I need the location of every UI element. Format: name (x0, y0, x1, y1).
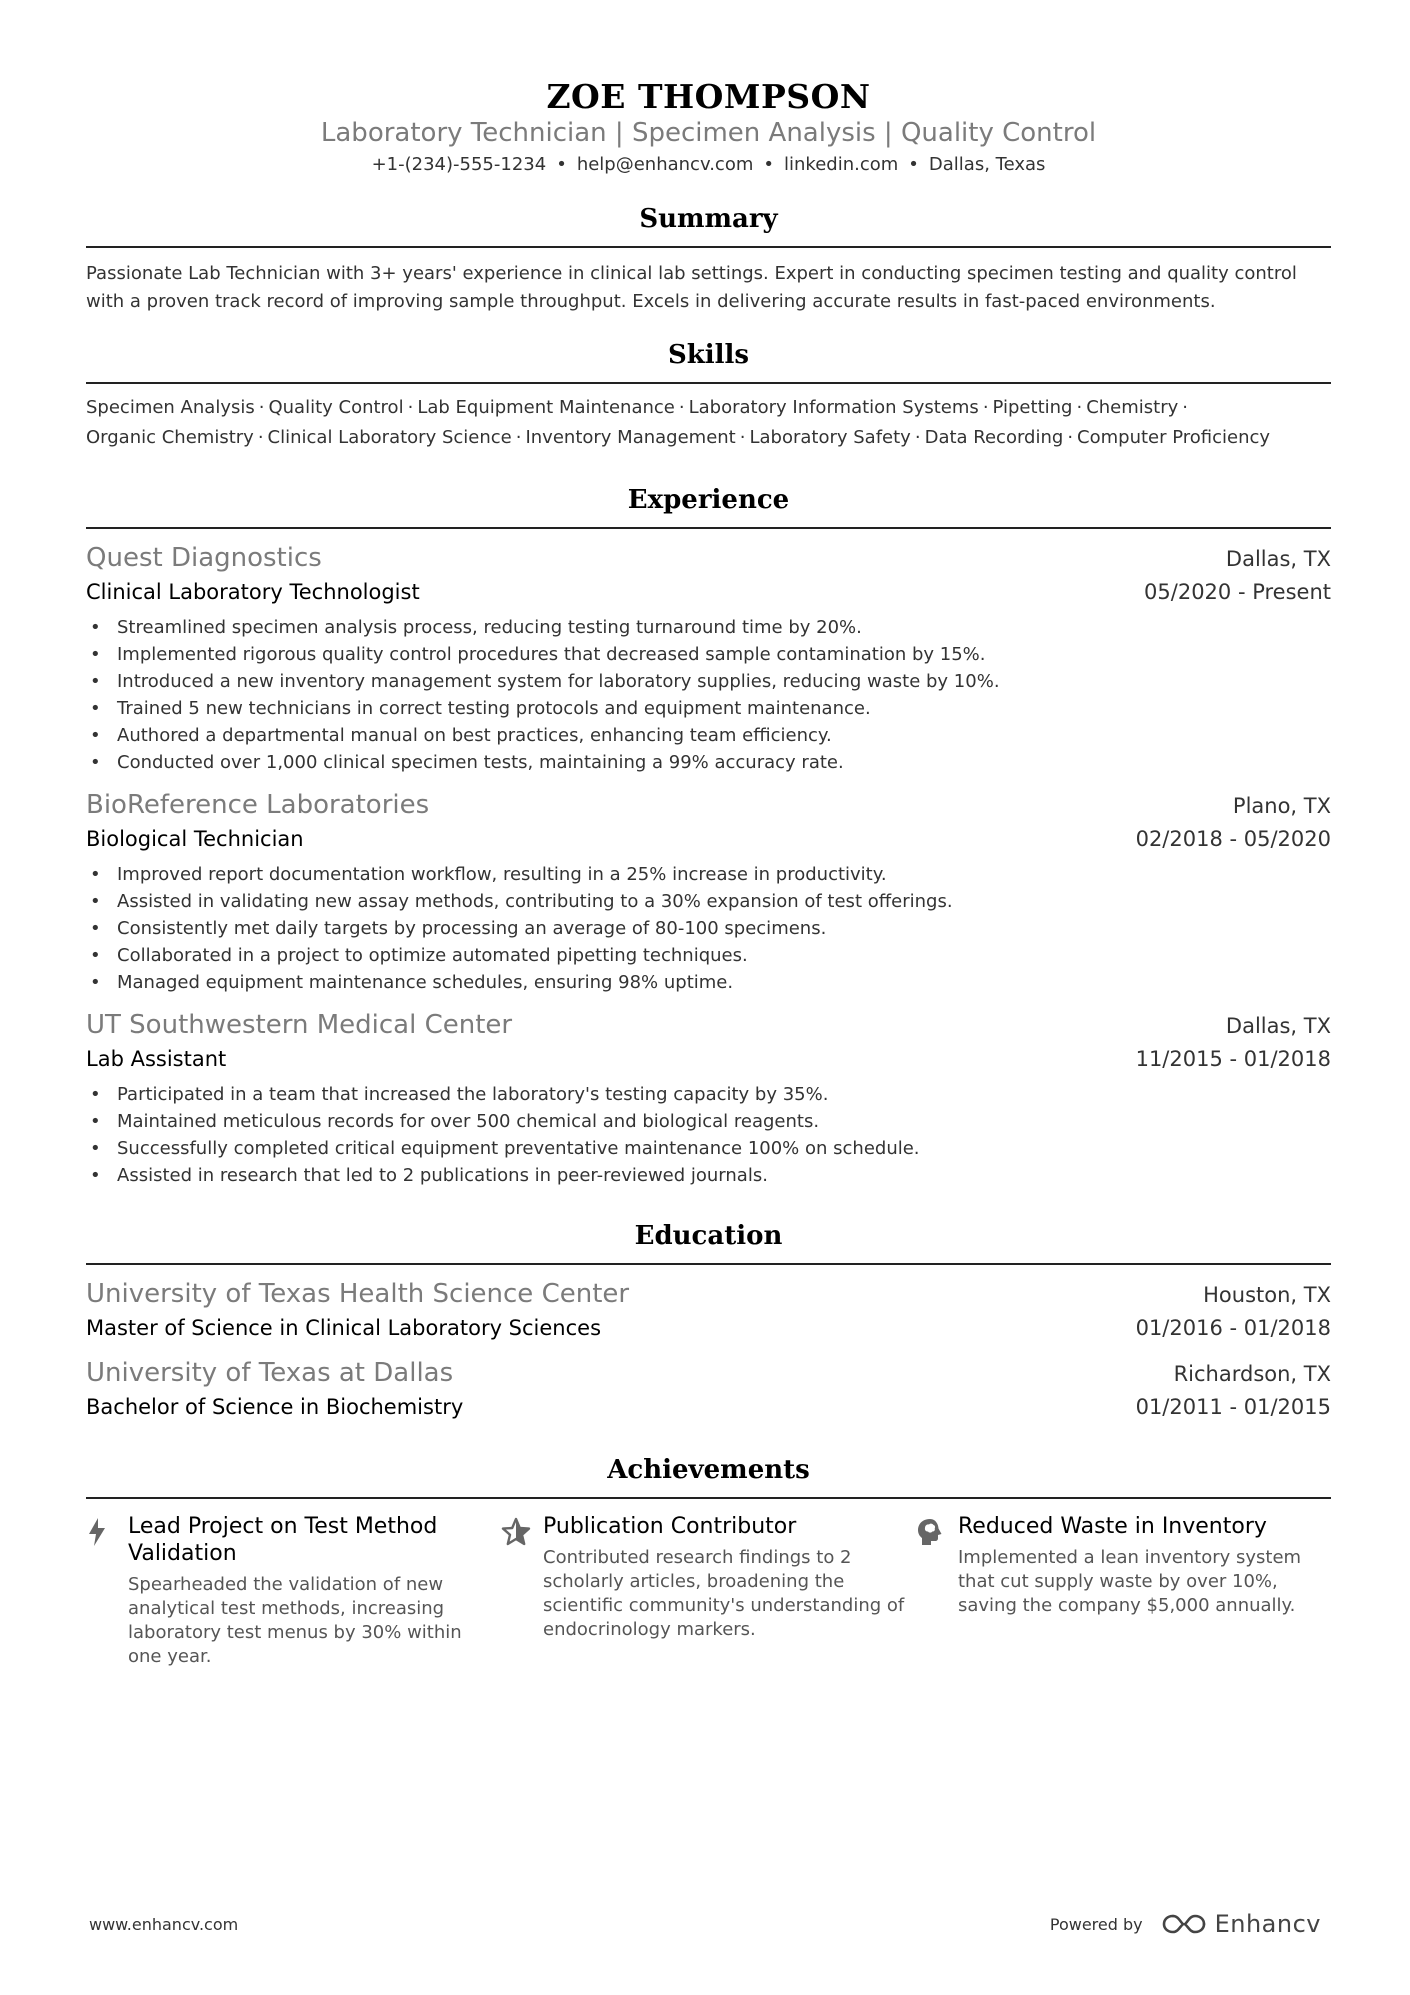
achievement-description: Spearheaded the validation of new analytical test methods, increasing laboratory test menus by 30% within one year. (128, 1574, 462, 1667)
section-title-experience: Experience (86, 483, 1331, 529)
brand-name: Enhancv (1214, 1910, 1321, 1938)
skill-item: Computer Proficiency (1077, 427, 1271, 448)
education-entry (86, 1356, 1331, 1423)
brain-icon (916, 1513, 958, 1669)
achievement-item (86, 1513, 501, 1669)
job-bullets (86, 861, 1331, 996)
job-bullet: • Participated in a team that increased the laboratory's testing capacity by 35%. (86, 1081, 1331, 1108)
job-bullet: • Conducted over 1,000 clinical specimen tests, maintaining a 99% accuracy rate. (86, 749, 1331, 776)
contact-location: Dallas, Texas (928, 154, 1046, 175)
education-degree: Master of Science in Clinical Laboratory Sciences (86, 1316, 602, 1340)
job-location: Dallas, TX (1225, 547, 1331, 571)
contact-linkedin: linkedin.com (784, 154, 899, 175)
education-dates: 01/2011 - 01/2015 (1135, 1395, 1331, 1419)
skill-item: Pipetting (992, 397, 1073, 418)
education-location: Richardson, TX (1173, 1362, 1331, 1386)
contact-phone: +1-(234)-555-1234 (371, 154, 547, 175)
job-bullet: • Maintained meticulous records for over 500 chemical and biological reagents. (86, 1108, 1331, 1135)
job-location: Plano, TX (1232, 794, 1331, 818)
skill-item: Organic Chemistry (86, 427, 254, 448)
enhancv-logo[interactable] (1161, 1910, 1321, 1938)
job-bullet: • Improved report documentation workflow, resulting in a 25% increase in productivity. (86, 861, 1331, 888)
education-dates: 01/2016 - 01/2018 (1135, 1316, 1331, 1340)
footer-website-link[interactable]: www.enhancv.com (89, 1914, 239, 1934)
skill-item: Laboratory Information Systems (688, 397, 979, 418)
job-bullet: • Collaborated in a project to optimize automated pipetting techniques. (86, 942, 1331, 969)
job-company: Quest Diagnostics (86, 543, 322, 573)
resume-header (86, 0, 1331, 178)
section-title-skills: Skills (86, 338, 1331, 384)
skills-line: Organic Chemistry · Clinical Laboratory Science · Inventory Management · Laboratory Safety · Data Recording · Computer Proficiency (86, 427, 1271, 448)
job-bullet: • Trained 5 new technicians in correct testing protocols and equipment maintenance. (86, 695, 1331, 722)
job-bullet: • Assisted in validating new assay methods, contributing to a 30% expansion of test offerings. (86, 888, 1331, 915)
skills-section (86, 338, 1331, 453)
experience-section (86, 483, 1331, 1189)
education-section (86, 1219, 1331, 1423)
skill-item: Clinical Laboratory Science (267, 427, 512, 448)
achievements-grid (86, 1513, 1331, 1669)
skill-item: Chemistry (1086, 397, 1179, 418)
job-bullet: • Authored a departmental manual on best practices, enhancing team efficiency. (86, 722, 1331, 749)
education-location: Houston, TX (1203, 1283, 1331, 1307)
job-company: UT Southwestern Medical Center (86, 1010, 513, 1040)
achievements-section (86, 1453, 1331, 1669)
star-icon (501, 1513, 543, 1669)
skills-line: Specimen Analysis · Quality Control · Lab Equipment Maintenance · Laboratory Information Systems · Pipetting · Chemistry · (86, 397, 1189, 418)
infinity-logo-icon (1161, 1912, 1207, 1936)
skill-item: Specimen Analysis (86, 397, 255, 418)
job-entry (86, 541, 1331, 776)
education-school: University of Texas at Dallas (86, 1358, 454, 1388)
summary-section (86, 202, 1331, 316)
separator-dot: • (763, 154, 774, 175)
separator-dot: • (908, 154, 919, 175)
skill-item: Data Recording (924, 427, 1064, 448)
job-bullet: • Assisted in research that led to 2 publications in peer-reviewed journals. (86, 1162, 1331, 1189)
contact-email: help@enhancv.com (576, 154, 754, 175)
section-title-summary: Summary (86, 202, 1331, 248)
candidate-headline: Laboratory Technician | Specimen Analysis | Quality Control (320, 118, 1097, 148)
education-entry (86, 1277, 1331, 1344)
job-bullet: • Consistently met daily targets by processing an average of 80-100 specimens. (86, 915, 1331, 942)
summary-text: Passionate Lab Technician with 3+ years' experience in clinical lab settings. Expert in conducting specimen testing and quality control with a proven track record of improving sample throughput. Excels in delivering accurate results in fast-paced environments. (86, 263, 1297, 312)
achievement-title: Publication Contributor (543, 1514, 797, 1539)
job-company: BioReference Laboratories (86, 790, 430, 820)
powered-by (1050, 1910, 1321, 1938)
skill-item: Laboratory Safety (749, 427, 911, 448)
job-role: Biological Technician (86, 827, 304, 851)
achievement-description: Implemented a lean inventory system that cut supply waste by over 10%, saving the company $5,000 annually. (958, 1547, 1302, 1616)
powered-by-label: Powered by (1049, 1914, 1143, 1934)
skill-item: Quality Control (268, 397, 404, 418)
achievement-title: Lead Project on Test Method Validation (128, 1514, 438, 1566)
contact-line (86, 152, 1331, 178)
skill-item: Lab Equipment Maintenance (417, 397, 675, 418)
achievement-title: Reduced Waste in Inventory (958, 1514, 1267, 1539)
job-bullets (86, 614, 1331, 776)
job-bullet: • Managed equipment maintenance schedules, ensuring 98% uptime. (86, 969, 1331, 996)
job-bullet: • Successfully completed critical equipment preventative maintenance 100% on schedule. (86, 1135, 1331, 1162)
job-dates: 02/2018 - 05/2020 (1135, 827, 1331, 851)
skills-list (86, 393, 1331, 453)
achievement-item (916, 1513, 1331, 1669)
job-bullets (86, 1081, 1331, 1189)
resume-page (86, 0, 1331, 1669)
section-title-education: Education (86, 1219, 1331, 1265)
achievement-description: Contributed research findings to 2 scholarly articles, broadening the scientific community's understanding of endocrinology markers. (543, 1547, 905, 1640)
skill-item: Inventory Management (525, 427, 736, 448)
candidate-name: ZOE THOMPSON (546, 77, 871, 116)
section-title-achievements: Achievements (86, 1453, 1331, 1499)
job-bullet: • Introduced a new inventory management system for laboratory supplies, reducing waste by 10%. (86, 668, 1331, 695)
job-dates: 11/2015 - 01/2018 (1135, 1047, 1331, 1071)
separator-dot: • (556, 154, 567, 175)
job-role: Lab Assistant (86, 1047, 227, 1071)
job-role: Clinical Laboratory Technologist (86, 580, 420, 604)
job-bullet: • Streamlined specimen analysis process, reducing testing turnaround time by 20%. (86, 614, 1331, 641)
job-bullet: • Implemented rigorous quality control procedures that decreased sample contamination by 15%. (86, 641, 1331, 668)
education-degree: Bachelor of Science in Biochemistry (86, 1395, 464, 1419)
lightning-icon (86, 1513, 128, 1669)
job-location: Dallas, TX (1225, 1014, 1331, 1038)
job-entry (86, 1008, 1331, 1189)
job-dates: 05/2020 - Present (1144, 580, 1331, 604)
education-school: University of Texas Health Science Center (86, 1279, 630, 1309)
job-entry (86, 788, 1331, 996)
achievement-item (501, 1513, 916, 1669)
page-footer (89, 1910, 1321, 1938)
